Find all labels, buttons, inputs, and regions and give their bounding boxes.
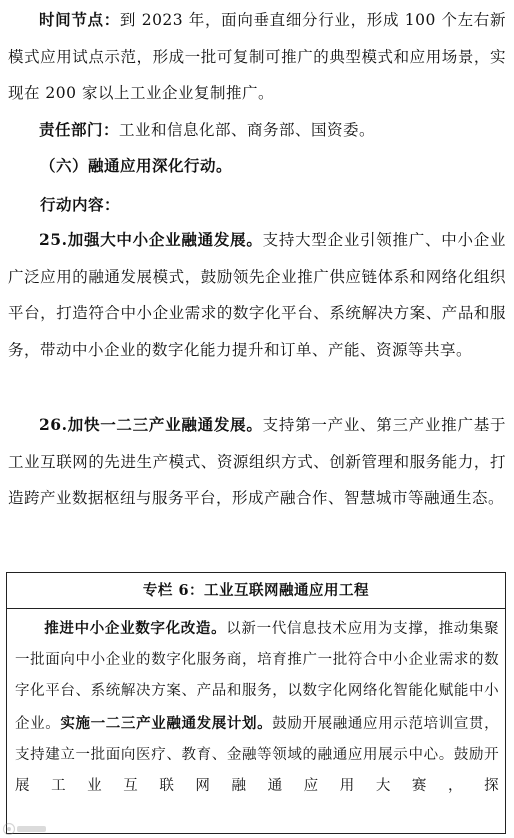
box-p2-text: 鼓励开展融通应用示范培训宣贯，支持建立一批面向医疗、教育、金融等领域的融通应用展示中心。鼓励开展工业互联网融通应用大赛，探 <box>15 715 500 795</box>
item-25-paragraph <box>8 222 506 368</box>
column-box <box>6 572 506 834</box>
item-26-title: 26.加快一二三产业融通发展。 <box>39 415 263 434</box>
box-p1-title: 推进中小企业数字化改造。 <box>44 620 227 637</box>
item-25-title: 25.加强大中小企业融通发展。 <box>39 230 263 249</box>
timeline-paragraph <box>8 2 506 112</box>
column-box-title: 专栏 6：工业互联网融通应用工程 <box>7 573 505 609</box>
responsible-text: 工业和信息化部、商务部、国资委。 <box>119 121 376 139</box>
item-26-paragraph <box>8 407 506 517</box>
responsible-label: 责任部门： <box>39 120 120 139</box>
box-p1-text: 以新一代信息技术应用为支撑，推动集聚一批面向中小企业的数字化服务商，培育推广一批符合中小企业需求的数字化平台、系统解决方案、产品和服务，以数字化网络化智能化赋能中小企业。 <box>15 621 499 732</box>
watermark-logo-icon <box>2 822 48 836</box>
item-25-text: 支持大型企业引领推广、中小企业广泛应用的融通发展模式，鼓励领先企业推广供应链体系和网络化组织平台，打造符合中小企业需求的数字化平台、系统解决方案、产品和服务，带动中小企业的数字化能力提升和订单、产能、资源等共享。 <box>8 231 506 359</box>
action-heading: 行动内容： <box>40 195 121 214</box>
column-box-body <box>15 613 499 802</box>
box-p2-title: 实施一二三产业融通发展计划。 <box>60 714 273 732</box>
timeline-label: 时间节点： <box>39 10 120 29</box>
timeline-text: 到 2023 年，面向垂直细分行业，形成 100 个左右新模式应用试点示范，形成一批可复制可推广的典型模式和应用场景，实现在 200 家以上工业企业复制推广。 <box>8 11 506 103</box>
responsible-paragraph <box>8 112 506 149</box>
section-heading: （六）融通应用深化行动。 <box>40 156 233 175</box>
item-26-text: 支持第一产业、第三产业推广基于工业互联网的先进生产模式、资源组织方式、创新管理和服务能力，打造跨产业数据枢纽与服务平台，形成产融合作、智慧城市等融通生态。 <box>8 416 506 508</box>
